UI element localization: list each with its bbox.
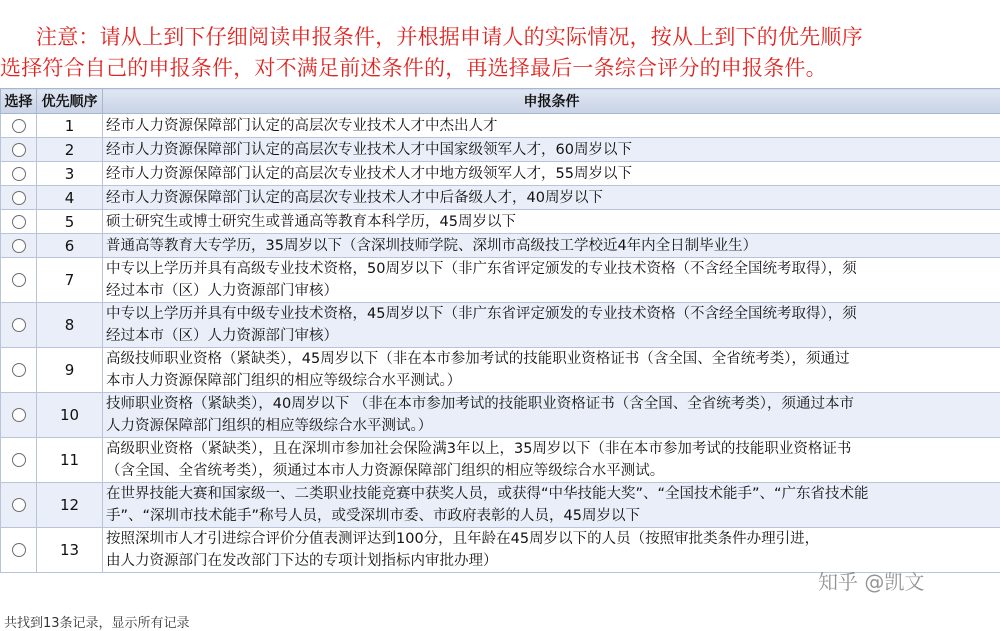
select-cell [1, 303, 37, 348]
priority-cell: 6 [37, 234, 103, 258]
condition-cell [103, 138, 1000, 162]
condition-radio[interactable] [12, 167, 26, 181]
priority-cell: 5 [37, 210, 103, 234]
condition-text-line-1: 普通高等教育大专学历，35周岁以下（含深圳技师学院、深圳市高级技工学校近4年内全日制毕业生） [106, 235, 997, 257]
condition-radio[interactable] [12, 543, 26, 557]
priority-cell: 13 [37, 528, 103, 573]
condition-text-line-2: 由人力资源部门在发改部门下达的专项计划指标内审批办理） [106, 550, 997, 572]
header-condition: 申报条件 [103, 89, 1000, 114]
select-cell [1, 210, 37, 234]
table-header-row [1, 89, 1000, 114]
condition-radio[interactable] [12, 363, 26, 377]
condition-radio[interactable] [12, 453, 26, 467]
condition-text-line-2: （含全国、全省统考类），须通过本市人力资源保障部门组织的相应等级综合水平测试。 [106, 460, 997, 482]
condition-radio[interactable] [12, 273, 26, 287]
priority-cell: 8 [37, 303, 103, 348]
condition-cell [103, 483, 1000, 528]
table-row [1, 162, 1000, 186]
priority-cell: 12 [37, 483, 103, 528]
header-priority: 优先顺序 [37, 89, 103, 114]
select-cell [1, 186, 37, 210]
condition-cell [103, 234, 1000, 258]
condition-radio[interactable] [12, 498, 26, 512]
condition-cell [103, 393, 1000, 438]
notice [0, 22, 1000, 84]
condition-text-line-1: 经市人力资源保障部门认定的高层次专业技术人才中杰出人才 [106, 115, 997, 137]
table-row [1, 348, 1000, 393]
condition-cell [103, 528, 1000, 573]
select-cell [1, 234, 37, 258]
condition-text-line-1: 经市人力资源保障部门认定的高层次专业技术人才中后备级人才，40周岁以下 [106, 187, 997, 209]
condition-cell [103, 348, 1000, 393]
select-cell [1, 114, 37, 138]
condition-text-line-1: 经市人力资源保障部门认定的高层次专业技术人才中地方级领军人才，55周岁以下 [106, 163, 997, 185]
condition-radio[interactable] [12, 239, 26, 253]
select-cell [1, 438, 37, 483]
condition-cell [103, 210, 1000, 234]
table-row [1, 303, 1000, 348]
condition-cell [103, 114, 1000, 138]
table-row [1, 114, 1000, 138]
condition-cell [103, 303, 1000, 348]
condition-text-line-1: 高级职业资格（紧缺类），且在深圳市参加社会保险满3年以上，35周岁以下（非在本市参加考试的技能职业资格证书 [106, 438, 997, 460]
select-cell [1, 348, 37, 393]
condition-radio[interactable] [12, 408, 26, 422]
table-row [1, 438, 1000, 483]
select-cell [1, 258, 37, 303]
condition-radio[interactable] [12, 191, 26, 205]
condition-radio[interactable] [12, 215, 26, 229]
condition-radio[interactable] [12, 318, 26, 332]
select-cell [1, 138, 37, 162]
condition-text-line-2: 本市人力资源保障部门组织的相应等级综合水平测试。） [106, 370, 997, 392]
priority-cell: 1 [37, 114, 103, 138]
condition-radio[interactable] [12, 119, 26, 133]
condition-text-line-1: 中专以上学历并具有中级专业技术资格，45周岁以下（非广东省评定颁发的专业技术资格（不含经全国统考取得），须 [106, 303, 997, 325]
table-row [1, 258, 1000, 303]
condition-text-line-1: 技师职业资格（紧缺类），40周岁以下 （非在本市参加考试的技能职业资格证书（含全国、全省统考类），须通过本市 [106, 393, 997, 415]
condition-text-line-1: 在世界技能大赛和国家级一、二类职业技能竞赛中获奖人员，或获得“中华技能大奖”、“全国技术能手”、“广东省技术能 [106, 483, 997, 505]
priority-cell: 9 [37, 348, 103, 393]
notice-line-2: 选择符合自己的申报条件，对不满足前述条件的，再选择最后一条综合评分的申报条件。 [0, 53, 1000, 84]
priority-cell: 2 [37, 138, 103, 162]
priority-cell: 7 [37, 258, 103, 303]
select-cell [1, 162, 37, 186]
condition-text-line-2: 手”、“深圳市技术能手”称号人员，或受深圳市委、市政府表彰的人员，45周岁以下 [106, 505, 997, 527]
condition-cell [103, 258, 1000, 303]
condition-text-line-1: 硕士研究生或博士研究生或普通高等教育本科学历，45周岁以下 [106, 211, 997, 233]
condition-text-line-1: 按照深圳市人才引进综合评价分值表测评达到100分，且年龄在45周岁以下的人员（按照审批类条件办理引进， [106, 528, 997, 550]
table-row [1, 483, 1000, 528]
select-cell [1, 483, 37, 528]
priority-cell: 10 [37, 393, 103, 438]
record-count-footer: 共找到13条记录，显示所有记录 [4, 612, 190, 631]
condition-text-line-2: 经过本市（区）人力资源部门审核） [106, 325, 997, 347]
condition-cell [103, 162, 1000, 186]
table-row [1, 186, 1000, 210]
condition-cell [103, 438, 1000, 483]
priority-cell: 4 [37, 186, 103, 210]
condition-text-line-1: 经市人力资源保障部门认定的高层次专业技术人才中国家级领军人才，60周岁以下 [106, 139, 997, 161]
table-row [1, 393, 1000, 438]
notice-line-1: 注意：请从上到下仔细阅读申报条件，并根据申请人的实际情况，按从上到下的优先顺序 [0, 22, 1000, 53]
watermark: 知乎 @凯文 [818, 566, 924, 595]
table-row [1, 528, 1000, 573]
table-row [1, 138, 1000, 162]
table-row [1, 234, 1000, 258]
select-cell [1, 393, 37, 438]
priority-cell: 11 [37, 438, 103, 483]
condition-text-line-1: 高级技师职业资格（紧缺类），45周岁以下（非在本市参加考试的技能职业资格证书（含全国、全省统考类），须通过 [106, 348, 997, 370]
condition-text-line-2: 人力资源保障部门组织的相应等级综合水平测试。） [106, 415, 997, 437]
conditions-table [0, 88, 1000, 573]
condition-cell [103, 186, 1000, 210]
select-cell [1, 528, 37, 573]
header-select: 选择 [1, 89, 37, 114]
table-row [1, 210, 1000, 234]
condition-text-line-1: 中专以上学历并具有高级专业技术资格，50周岁以下（非广东省评定颁发的专业技术资格（不含经全国统考取得），须 [106, 258, 997, 280]
condition-radio[interactable] [12, 143, 26, 157]
condition-text-line-2: 经过本市（区）人力资源部门审核） [106, 280, 997, 302]
priority-cell: 3 [37, 162, 103, 186]
